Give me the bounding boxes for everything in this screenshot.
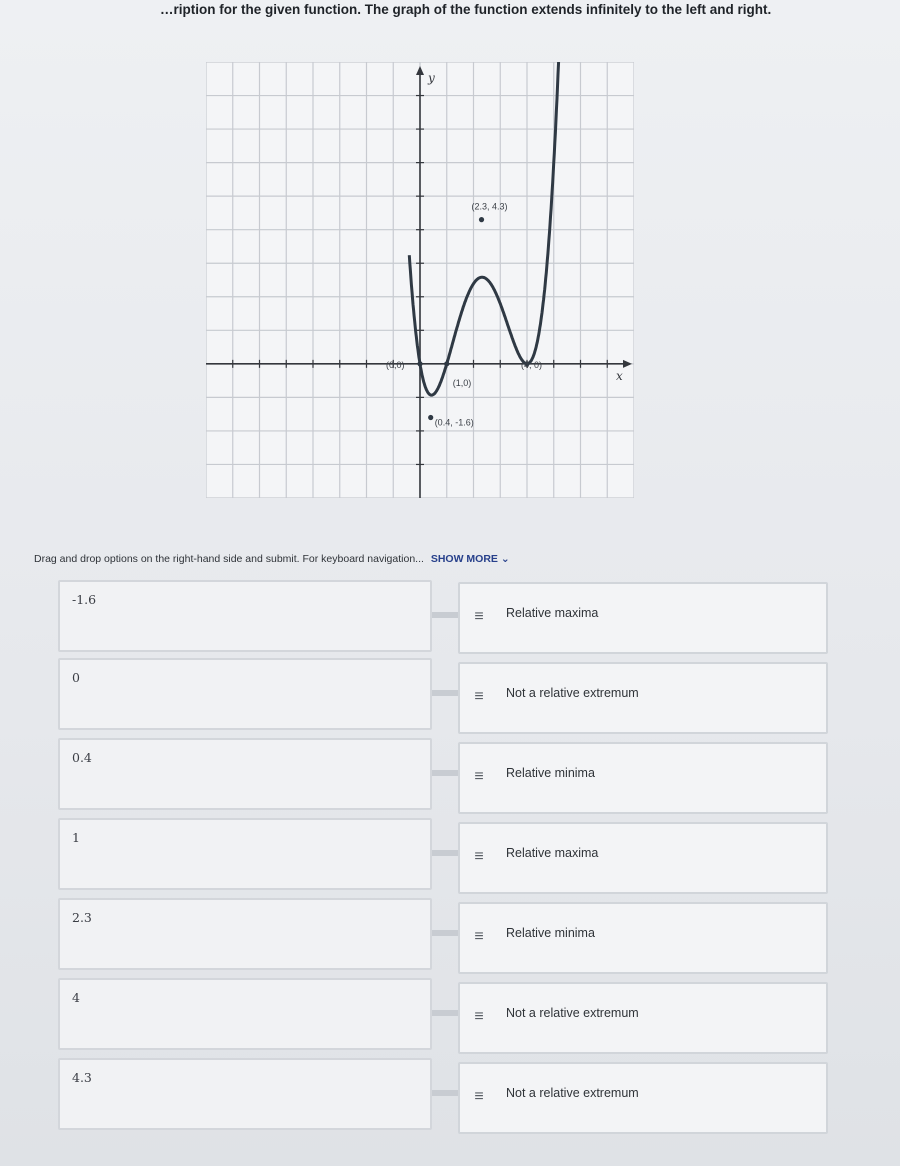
- match-connector: [432, 850, 458, 856]
- option-tile[interactable]: [458, 822, 828, 894]
- option-label: Relative minima: [506, 926, 595, 940]
- key-point: [444, 361, 449, 366]
- drag-handle-icon[interactable]: ≡: [474, 848, 484, 865]
- key-point: [479, 217, 484, 222]
- key-point: [417, 361, 422, 366]
- chevron-down-icon: ⌄: [500, 553, 510, 565]
- value-tile[interactable]: [58, 738, 432, 810]
- y-axis-arrow-icon: [416, 66, 424, 75]
- match-connector: [432, 770, 458, 776]
- match-connector: [432, 1010, 458, 1016]
- value-label: 1: [72, 830, 80, 845]
- value-tile[interactable]: [58, 818, 432, 890]
- option-tile[interactable]: [458, 902, 828, 974]
- option-tile[interactable]: [458, 982, 828, 1054]
- drag-handle-icon[interactable]: ≡: [474, 608, 484, 625]
- match-connector: [432, 612, 458, 618]
- option-label: Relative maxima: [506, 606, 599, 620]
- value-label: 0.4: [72, 750, 92, 765]
- y-axis-label: y: [428, 71, 435, 85]
- point-label: (2.3, 4.3): [471, 201, 508, 212]
- option-label: Relative maxima: [506, 846, 599, 860]
- value-label: 0: [72, 670, 80, 685]
- function-graph: [206, 62, 634, 498]
- option-label: Relative minima: [506, 766, 595, 780]
- value-tile[interactable]: [58, 1058, 432, 1130]
- match-connector: [432, 930, 458, 936]
- show-more-link[interactable]: [431, 553, 510, 565]
- option-label: Not a relative extremum: [506, 1086, 639, 1100]
- option-tile[interactable]: [458, 662, 828, 734]
- point-label: (4, 0): [521, 359, 543, 370]
- option-tile[interactable]: [458, 742, 828, 814]
- value-tile[interactable]: [58, 898, 432, 970]
- function-curve: [409, 62, 559, 395]
- option-tile[interactable]: [458, 1062, 828, 1134]
- value-tile[interactable]: [58, 978, 432, 1050]
- value-label: -1.6: [72, 592, 97, 607]
- x-axis-label: x: [616, 368, 623, 383]
- drag-handle-icon[interactable]: ≡: [474, 1088, 484, 1105]
- value-label: 4.3: [72, 1070, 92, 1085]
- option-label: Not a relative extremum: [506, 686, 639, 700]
- option-label: Not a relative extremum: [506, 1006, 639, 1020]
- point-label: (1,0): [452, 377, 472, 388]
- show-more-label[interactable]: SHOW MORE: [430, 553, 498, 565]
- drag-handle-icon[interactable]: ≡: [474, 688, 484, 705]
- x-axis-arrow-icon: [623, 360, 632, 368]
- drag-handle-icon[interactable]: ≡: [474, 1008, 484, 1025]
- drag-instructions: [34, 553, 510, 565]
- point-label: (0,0): [386, 359, 405, 370]
- value-label: 2.3: [72, 910, 92, 925]
- point-label: (0.4, -1.6): [434, 417, 474, 428]
- value-label: 4: [72, 990, 80, 1005]
- graph-svg: [206, 62, 634, 498]
- instruction-text: …ription for the given function. The graph of the function extends infinitely to the left and right.: [160, 2, 772, 17]
- option-tile[interactable]: [458, 582, 828, 654]
- match-connector: [432, 1090, 458, 1096]
- value-tile[interactable]: [58, 580, 432, 652]
- drag-hint-text: Drag and drop options on the right-hand side and submit. For keyboard navigation...: [34, 553, 424, 565]
- drag-handle-icon[interactable]: ≡: [474, 928, 484, 945]
- match-connector: [432, 690, 458, 696]
- key-point: [428, 415, 433, 420]
- value-tile[interactable]: [58, 658, 432, 730]
- drag-handle-icon[interactable]: ≡: [474, 768, 484, 785]
